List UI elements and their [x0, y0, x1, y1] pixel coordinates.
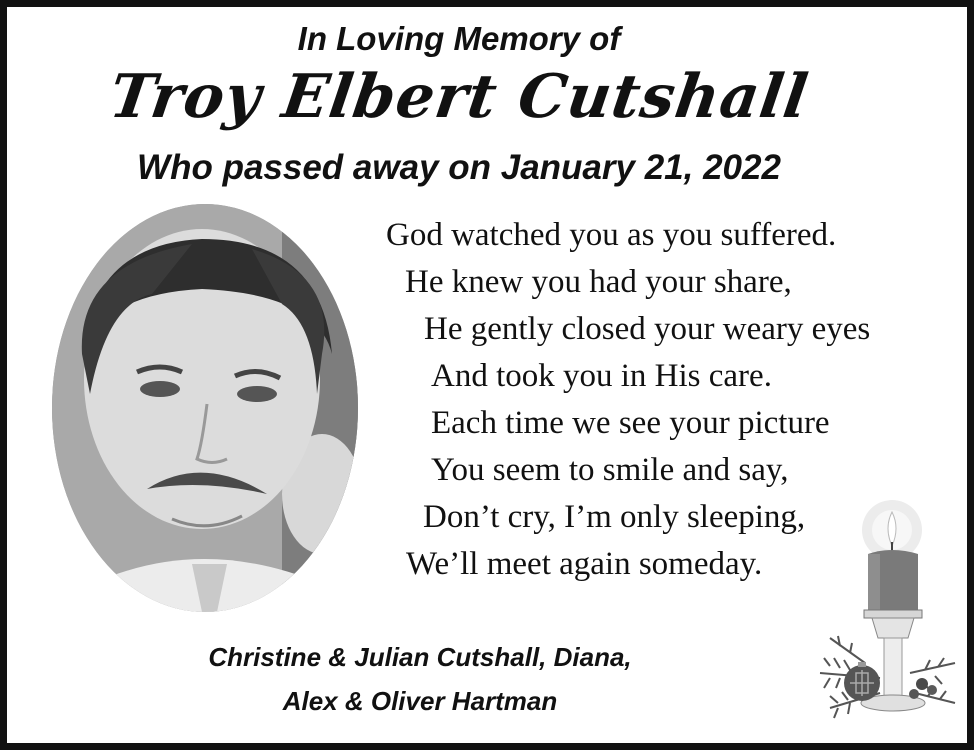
poem-line: Don’t cry, I’m only sleeping, — [423, 499, 806, 535]
poem-line: Each time we see your picture — [431, 405, 830, 441]
deceased-name: Troy Elbert Cutshall — [105, 62, 813, 132]
candle-decoration-icon — [810, 498, 960, 728]
poem-line: And took you in His care. — [431, 358, 772, 394]
signers-line-1: Christine & Julian Cutshall, Diana, — [208, 642, 632, 672]
poem-line: You seem to smile and say, — [431, 452, 789, 488]
poem-line: God watched you as you suffered. — [386, 217, 837, 253]
signers-line-2: Alex & Oliver Hartman — [282, 686, 558, 716]
passing-date: Who passed away on January 21, 2022 — [137, 148, 781, 187]
poem-line: We’ll meet again someday. — [406, 546, 763, 582]
memorial-poem — [380, 212, 870, 588]
poem-line: He gently closed your weary eyes — [424, 311, 871, 347]
poem-line: He knew you had your share, — [405, 264, 792, 300]
intro-heading: In Loving Memory of — [297, 20, 621, 57]
portrait-photo — [52, 204, 358, 612]
